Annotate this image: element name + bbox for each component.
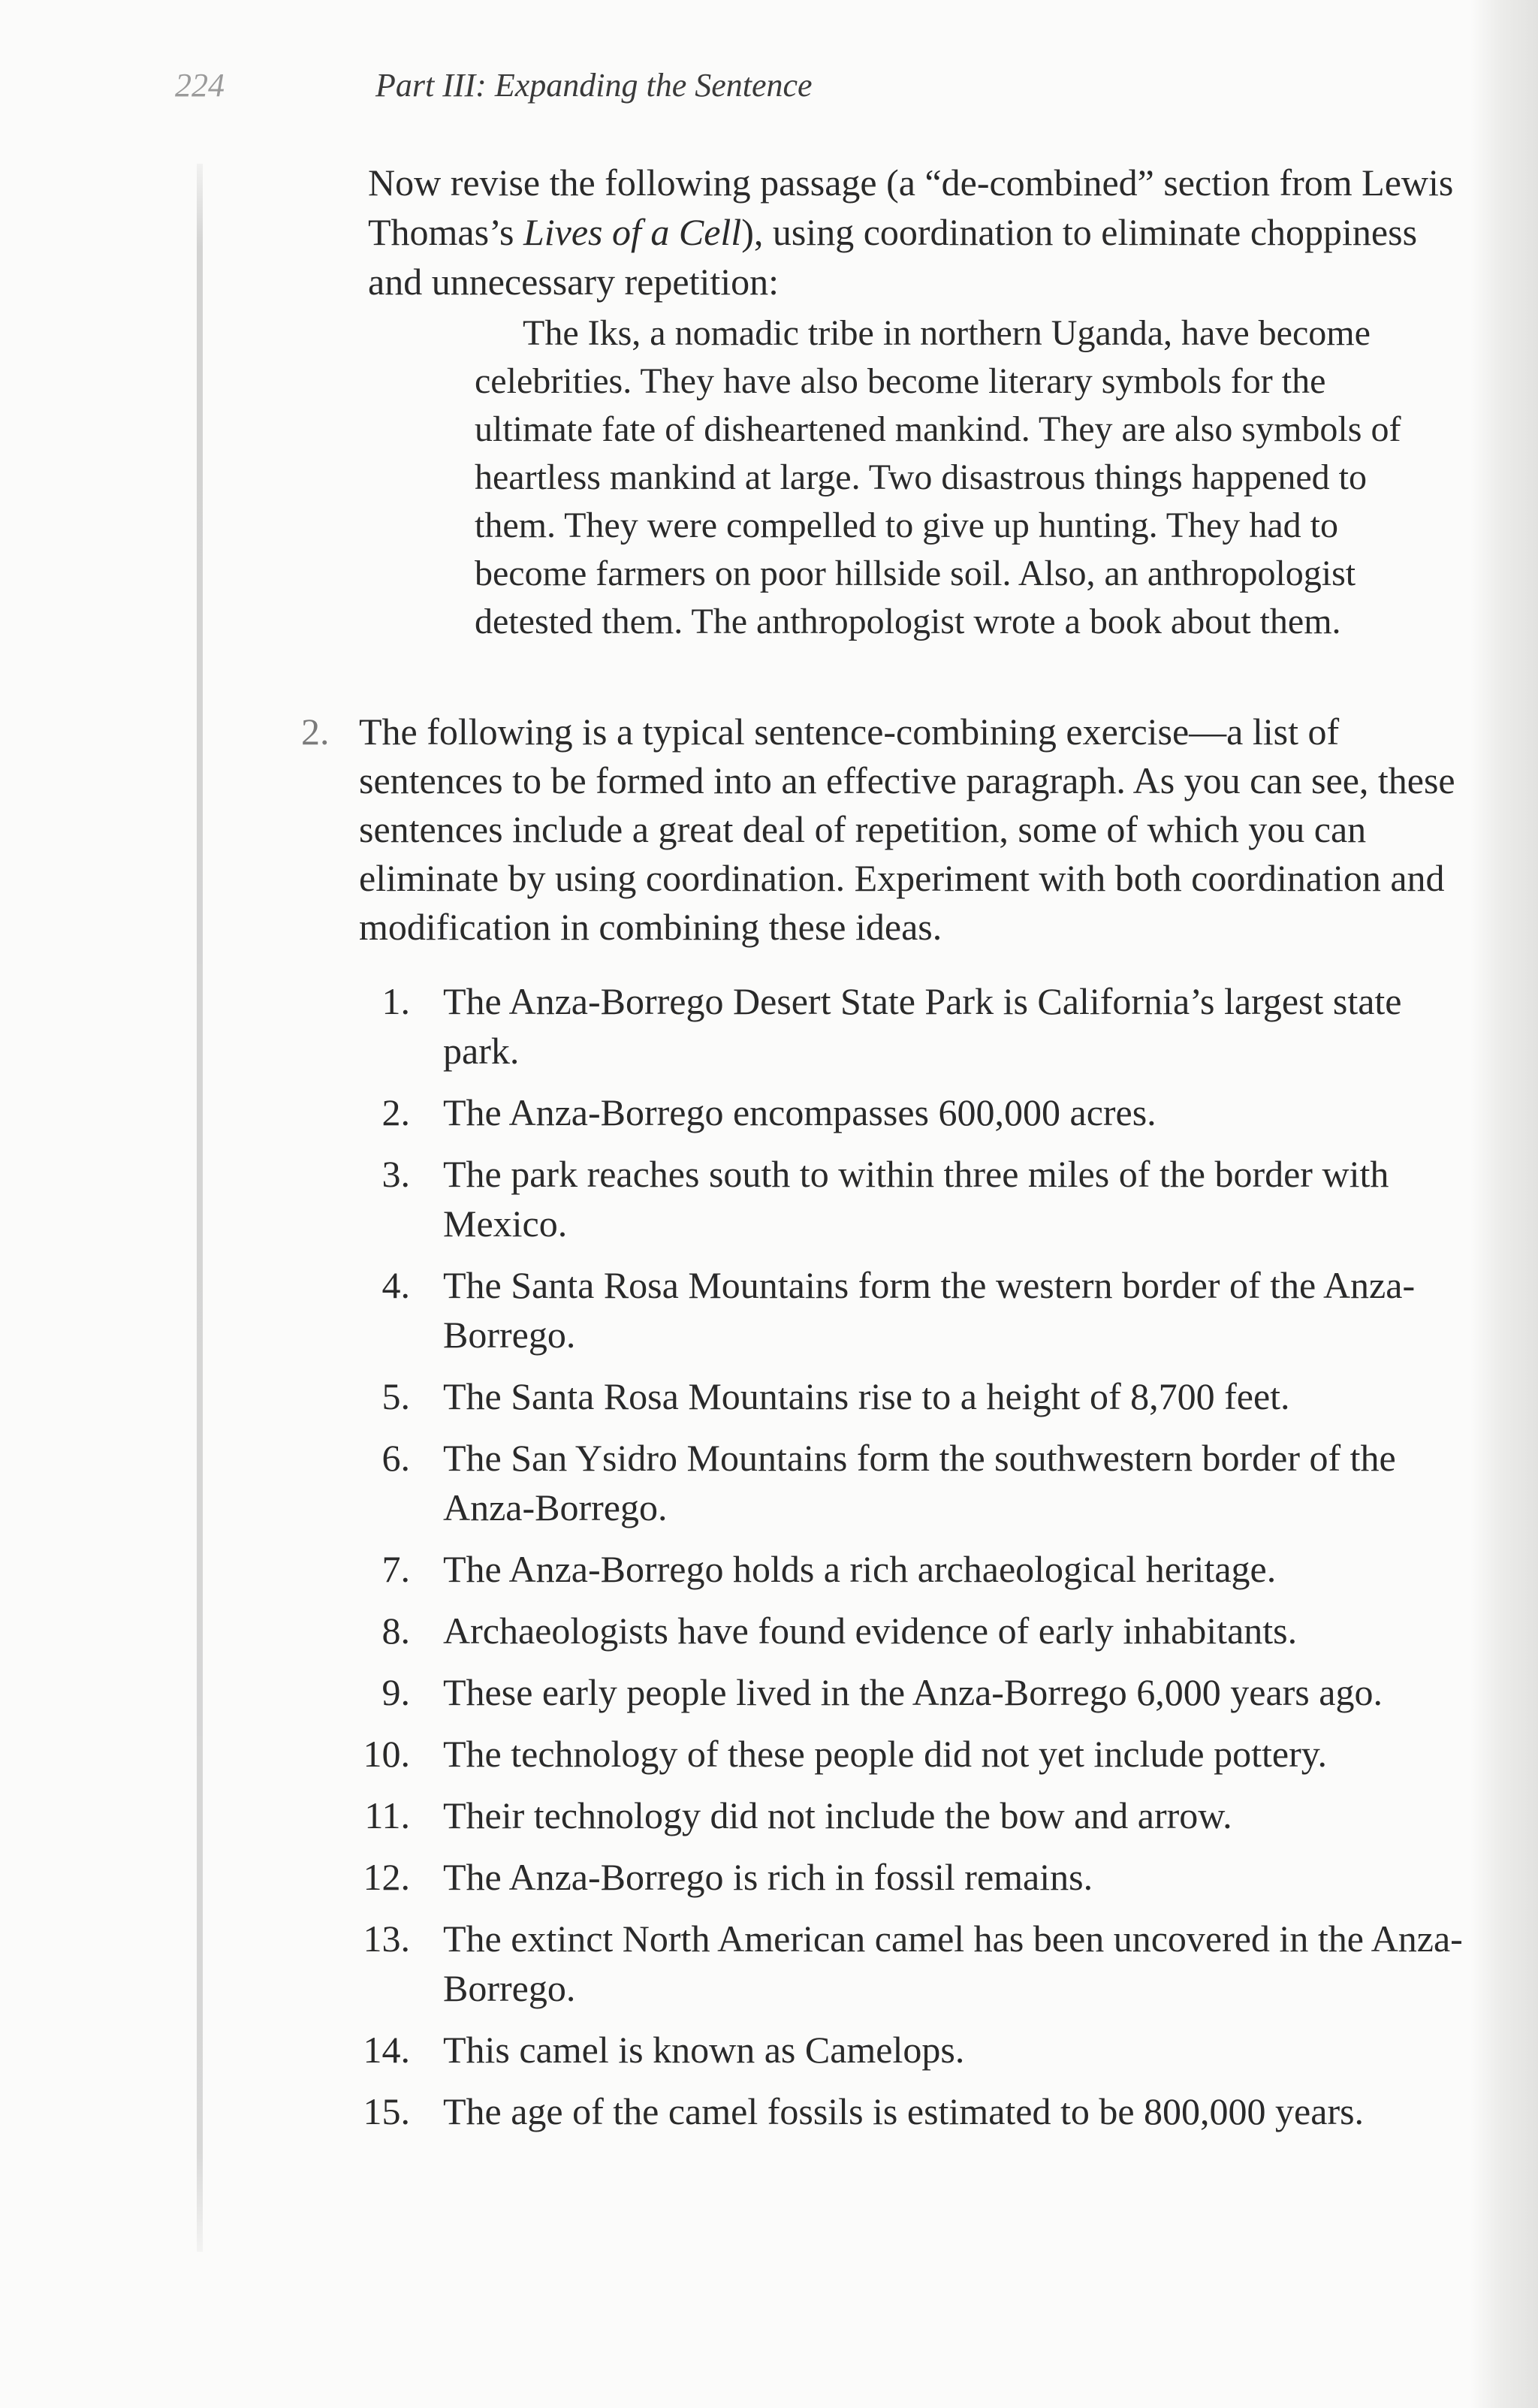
list-item-text: The Anza-Borrego holds a rich archaeological heritage. (443, 1548, 1277, 1590)
list-item-text: These early people lived in the Anza-Borrego 6,000 years ago. (443, 1671, 1383, 1713)
exercise-number: 2. (301, 711, 330, 753)
list-item-text: The Anza-Borrego encompasses 600,000 acres. (443, 1091, 1157, 1133)
list-item (360, 1852, 1464, 1902)
margin-rule (197, 164, 203, 2252)
page-edge-shadow (1470, 0, 1538, 2408)
list-item (360, 1371, 1464, 1421)
list-item (360, 2087, 1464, 2136)
list-item-text: This camel is known as Camelops. (443, 2029, 965, 2071)
list-item (360, 1914, 1464, 2013)
running-head: Part III: Expanding the Sentence (375, 67, 813, 104)
list-item-number: 13. (363, 1918, 410, 1960)
list-item-number: 15. (363, 2090, 410, 2132)
list-item-number: 4. (381, 1264, 410, 1306)
sentence-list (360, 976, 1464, 2148)
list-item-text: Archaeologists have found evidence of early inhabitants. (443, 1610, 1298, 1652)
list-item (360, 2025, 1464, 2075)
list-item (360, 1606, 1464, 1655)
list-item-number: 6. (381, 1437, 410, 1479)
exercise-2 (301, 708, 1463, 952)
list-item (360, 1433, 1464, 1532)
list-item (360, 1791, 1464, 1840)
list-item-number: 2. (381, 1091, 410, 1133)
list-item-number: 3. (381, 1153, 410, 1195)
list-item-text: The San Ysidro Mountains form the southwestern border of the Anza-Borrego. (443, 1437, 1396, 1528)
list-item-number: 1. (381, 980, 410, 1022)
list-item (360, 1260, 1464, 1359)
intro-text-after: ), using coordination to eliminate choppiness and unnecessary repetition: (368, 211, 1418, 303)
list-item-text: The technology of these people did not yet include pottery. (443, 1733, 1327, 1775)
page-number: 224 (175, 67, 225, 104)
book-title: Lives of a Cell (523, 211, 742, 253)
list-item-number: 8. (381, 1610, 410, 1652)
intro-paragraph (368, 158, 1457, 306)
list-item-text: The Anza-Borrego Desert State Park is California’s largest state park. (443, 980, 1402, 1072)
list-item (360, 976, 1464, 1076)
list-item-text: The Santa Rosa Mountains form the western border of the Anza-Borrego. (443, 1264, 1416, 1356)
exercise-text: The following is a typical sentence-combining exercise—a list of sentences to be formed into an effective paragraph. As you can see, these sentences include a great deal of repetition, some of which you can eliminate by using coordination. Experiment with both coordination and modification in combining these ideas. (359, 711, 1455, 948)
intro-text-before: Now revise the following passage (a “de-combined” section from Lewis Thomas’s (368, 161, 1454, 253)
list-item-text: The Anza-Borrego is rich in fossil remains. (443, 1856, 1093, 1898)
list-item-number: 14. (363, 2029, 410, 2071)
list-item-number: 9. (381, 1671, 410, 1713)
list-item-text: Their technology did not include the bow and arrow. (443, 1794, 1232, 1836)
list-item-number: 12. (363, 1856, 410, 1898)
list-item (360, 1544, 1464, 1594)
block-quote: The Iks, a nomadic tribe in northern Uganda, have become celebrities. They have also become literary symbols for the ultimate fate of disheartened mankind. They are also symbols of heartless mankind at large. Two disastrous things happened to them. They were compelled to give up hunting. They had to become farmers on poor hillside soil. Also, an anthropologist detested them. The anthropologist wrote a book about them. (475, 313, 1401, 641)
list-item-text: The age of the camel fossils is estimated to be 800,000 years. (443, 2090, 1365, 2132)
list-item (360, 1667, 1464, 1717)
list-item-number: 7. (381, 1548, 410, 1590)
list-item-number: 11. (364, 1794, 410, 1836)
list-item (360, 1149, 1464, 1248)
list-item-number: 10. (363, 1733, 410, 1775)
list-item (360, 1088, 1464, 1137)
list-item (360, 1729, 1464, 1779)
list-item-text: The extinct North American camel has been uncovered in the Anza-Borrego. (443, 1918, 1463, 2009)
list-item-text: The Santa Rosa Mountains rise to a height of 8,700 feet. (443, 1375, 1290, 1417)
list-item-number: 5. (381, 1375, 410, 1417)
list-item-text: The park reaches south to within three miles of the border with Mexico. (443, 1153, 1389, 1245)
